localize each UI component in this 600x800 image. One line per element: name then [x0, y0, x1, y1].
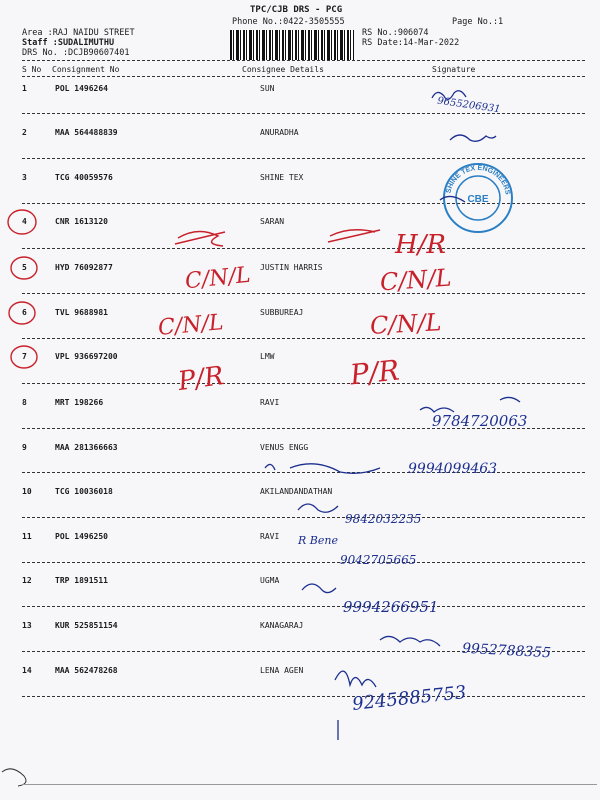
row-consignment: TRP 1891511 [55, 576, 108, 585]
row-consignment: KUR 525851154 [55, 621, 118, 630]
row-consignee: SUN [260, 84, 275, 93]
row-consignment: TVL 9688981 [55, 308, 108, 317]
row-consignee: UGMA [260, 576, 280, 585]
row-consignment: POL 1496250 [55, 532, 108, 541]
rs-date: RS Date:14-Mar-2022 [362, 38, 460, 48]
row-sno: 3 [22, 173, 27, 182]
row-consignee: LENA AGEN [260, 666, 304, 675]
row-sno: 7 [22, 352, 27, 361]
row-sno: 14 [22, 666, 32, 675]
row-consignee: LMW [260, 352, 275, 361]
row-consignment: MAA 281366663 [55, 443, 118, 452]
row-consignee: RAVI [260, 532, 280, 541]
col-signature: Signature [432, 65, 476, 74]
row-sno: 1 [22, 84, 27, 93]
table-row [0, 352, 600, 364]
barcode [230, 30, 354, 60]
col-consignment: Consignment No [52, 65, 120, 74]
row-consignment: TCG 10036018 [55, 487, 113, 496]
row-consignment: VPL 936697200 [55, 352, 118, 361]
hw-row7-right: P/R [348, 353, 401, 392]
hw-row6-right: C/N/L [369, 308, 443, 340]
hw-row9-phone: 9994099463 [408, 461, 498, 477]
stamp-city: CBE [467, 194, 489, 205]
hw-row4-mark: H/R [395, 230, 447, 260]
rs-number: RS No.:906074 [362, 28, 429, 38]
table-row [0, 487, 600, 499]
hw-row14-phone: 9245885753 [351, 682, 468, 715]
row-consignee: KANAGARAJ [260, 621, 304, 630]
col-consignee: Consignee Details [242, 65, 324, 74]
table-row [0, 308, 600, 320]
hw-row6-left: C/N/L [157, 310, 225, 341]
table-row [0, 217, 600, 229]
hw-row1-phone: 9655206931 [436, 95, 502, 116]
signature-row-3 [440, 196, 465, 202]
page-bottom-line [22, 784, 597, 785]
hw-row7-left: P/R [176, 360, 226, 398]
row-consignment: MAA 564488839 [55, 128, 118, 137]
table-row [0, 263, 600, 275]
hw-row8-phone: 9784720063 [432, 412, 528, 430]
row-consignment: MRT 198266 [55, 398, 104, 407]
row-sno: 8 [22, 398, 27, 407]
hw-row11-phone: 9042705665 [340, 553, 417, 567]
table-row [0, 532, 600, 544]
hw-row10-phone: 9842032235 [345, 512, 422, 526]
row-sno: 12 [22, 576, 32, 585]
table-row [0, 84, 600, 96]
header-divider [22, 60, 585, 61]
hw-row5-right: C/N/L [379, 263, 453, 297]
hw-row5-left: C/N/L [183, 262, 252, 295]
hw-row12-phone: 9994266951 [343, 598, 439, 616]
table-row [0, 173, 600, 185]
table-row [0, 398, 600, 410]
table-row [0, 666, 600, 678]
row-sno: 2 [22, 128, 27, 137]
report-title: TPC/CJB DRS - PCG [250, 5, 343, 15]
drs-number: DRS No. :DCJB90607401 [22, 48, 130, 58]
area-label: Area :RAJ NAIDU STREET [22, 28, 135, 38]
row-consignee: AKILANDANDATHAN [260, 487, 333, 496]
row-consignee: SARAN [260, 217, 285, 226]
row-sno: 9 [22, 443, 27, 452]
row-consignment: TCG 40059576 [55, 173, 113, 182]
phone-number: Phone No.:0422-3505555 [232, 17, 345, 27]
stamp-text: SHINE TEX ENGINEERS [445, 164, 511, 196]
signature-row-10 [298, 504, 338, 512]
row-consignee: VENUS ENGG [260, 443, 309, 452]
hw-row13-phone: 9952788355 [461, 640, 552, 662]
signature-row-14 [335, 671, 376, 740]
row-consignment: POL 1496264 [55, 84, 108, 93]
red-scribble-left [178, 231, 223, 246]
table-row [0, 576, 600, 588]
row-sno: 11 [22, 532, 32, 541]
row-sno: 5 [22, 263, 27, 272]
row-consignment: CNR 1613120 [55, 217, 108, 226]
row-consignee: RAVI [260, 398, 280, 407]
staff-label: Staff :SUDALIMUTHU [22, 38, 115, 48]
row-consignment: HYD 76092877 [55, 263, 113, 272]
row-consignee: ANURADHA [260, 128, 299, 137]
page-number: Page No.:1 [452, 17, 504, 27]
row-sno: 13 [22, 621, 32, 630]
row-sno: 10 [22, 487, 32, 496]
row-consignee: SHINE TEX [260, 173, 304, 182]
hw-row11-name: R Bene [298, 534, 338, 547]
table-row [0, 443, 600, 455]
row-consignment: MAA 562478268 [55, 666, 118, 675]
row-consignee: JUSTIN HARRIS [260, 263, 323, 272]
header-divider-bottom [22, 76, 585, 77]
signature-row-13 [380, 636, 440, 646]
row-sno: 6 [22, 308, 27, 317]
row-consignee: SUBBUREAJ [260, 308, 304, 317]
table-row [0, 621, 600, 633]
table-row [0, 128, 600, 140]
col-sno: S No [22, 65, 42, 74]
red-scribble-right [330, 230, 375, 236]
row-sno: 4 [22, 217, 27, 226]
